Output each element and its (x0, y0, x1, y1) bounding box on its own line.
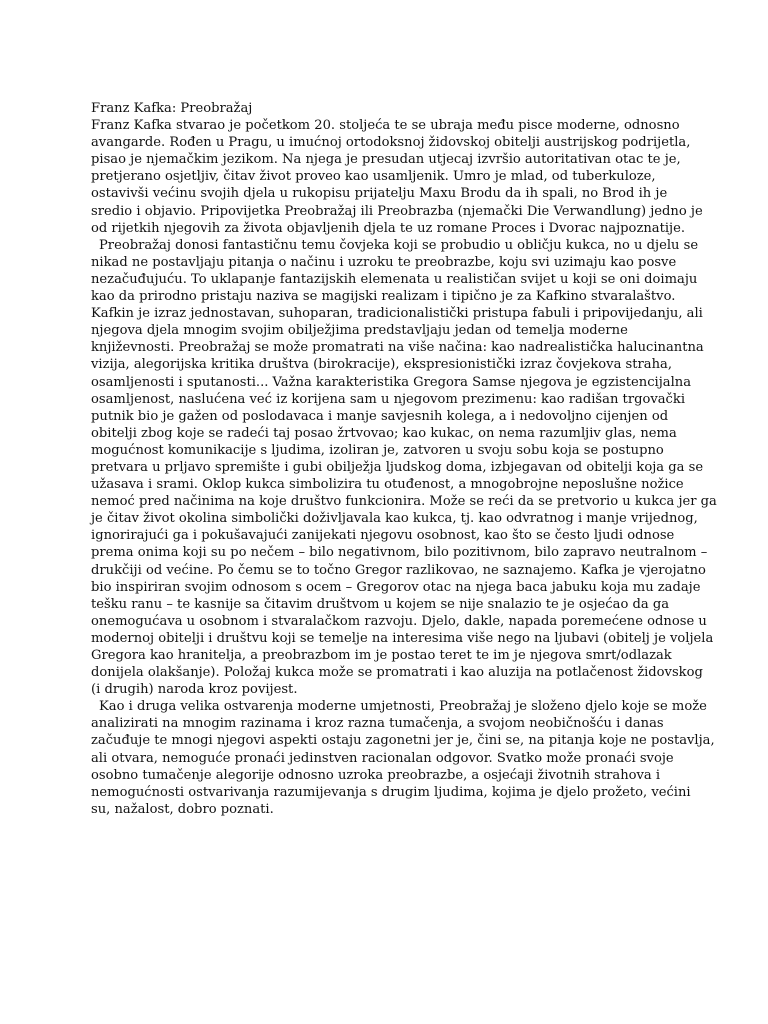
text-line: (i drugih) naroda kroz povijest. (91, 682, 298, 698)
text-line: nikad ne postavljaju pitanja o načinu i uzroku te preobrazbe, koju svi uzimaju kao posve (91, 254, 677, 270)
text-line: kao da prirodno pristaju naziva se magijski realizam i tipično je za Kafkino stvaralaštvo. (91, 289, 676, 305)
text-line: ali otvara, nemoguće pronaći jedinstven racionalan odgovor. Svatko može pronaći svoje (91, 750, 674, 766)
document-page (91, 100, 717, 818)
text-line: osamljenost, naslućena već iz korijena sam u njegovom prezimenu: kao radišan trgovački (91, 391, 686, 407)
text-line: Preobražaj donosi fantastičnu temu čovjeka koji se probudio u obličju kukca, no u djelu se (99, 237, 699, 253)
text-line: modernoj obitelji i društvu koji se temelje na interesima više nego na ljubavi (obitelj je voljela (91, 630, 714, 646)
text-line: nezačuđujuću. To uklapanje fantazijskih elemenata u realističan svijet u koji se oni doimaju (91, 271, 698, 287)
text-line: pretvara u prljavo spremište i gubi obilježja ljudskog doma, izbjegavan od obitelji koja ga se (91, 459, 704, 475)
text-line: putnik bio je gažen od poslodavaca i manje savjesnih kolega, a i nedovoljno cijenjen od (91, 408, 669, 424)
text-line: vizija, alegorijska kritika društva (birokracije), ekspresionistički izraz čovjekova straha, (91, 357, 672, 373)
text-line: njegova djela mnogim svojim obilježjima predstavljaju jedan od temelja moderne (91, 323, 628, 339)
text-line: mogućnost komunikacije s ljudima, izoliran je, zatvoren u svoju sobu koja se postupno (91, 442, 664, 458)
text-line: prema onima koji su po nečem – bilo negativnom, bilo pozitivnom, bilo zapravo neutralnom – (91, 545, 708, 561)
text-line: su, nažalost, dobro poznati. (91, 801, 274, 817)
text-line: sredio i objavio. Pripovijetka Preobražaj ili Preobrazba (njemački Die Verwandlung) jedno je (91, 203, 703, 219)
text-line: osamljenosti i sputanosti... Važna karakteristika Gregora Samse njegova je egzistencijalna (91, 374, 692, 390)
text-line: Franz Kafka stvarao je početkom 20. stoljeća te se ubraja među pisce moderne, odnosno (91, 118, 680, 134)
text-line: začuđuje te mnogi njegovi aspekti ostaju zagonetni jer je, čini se, na pitanja koje ne postavlja, (91, 733, 715, 749)
text-line: Kafkin je izraz jednostavan, suhoparan, tradicionalistički pristupa fabuli i pripovijedanju, ali (91, 306, 703, 322)
text-line: donijela olakšanje). Položaj kukca može se promatrati i kao aluzija na potlačenost židovskog (91, 665, 703, 681)
text-line: onemogućava u osobnom i stvaralačkom razvoju. Djelo, dakle, napada poremećene odnose u (91, 613, 707, 629)
text-line: osobno tumačenje alegorije odnosno uzroka preobrazbe, a osjećaji životnih strahova i (91, 767, 661, 783)
text-line: ignorirajući ga i pokušavajući zanijekati njegovu osobnost, kao što se često ljudi odnose (91, 528, 675, 544)
text-line: ostavivši većinu svojih djela u rukopisu prijatelju Maxu Brodu da ih spali, no Brod ih je (91, 186, 668, 202)
text-line: pretjerano osjetljiv, čitav život proveo kao usamljenik. Umro je mlad, od tuberkuloze, (91, 169, 656, 185)
text-line: obitelji zbog koje se radeći taj posao žrtvovao; kao kukac, on nema razumljiv glas, nema (91, 425, 677, 441)
text-line: užasava i srami. Oklop kukca simbolizira tu otuđenost, a mnogobrojne neposlušne nožice (91, 477, 684, 493)
text-line: od rijetkih njegovih za života objavljenih djela te uz romane Proces i Dvorac najpoznatije. (91, 220, 686, 236)
text-line: nemoć pred načinima na koje društvo funkcionira. Može se reći da se pretvorio u kukca jer ga (91, 494, 717, 510)
text-line: bio inspiriran svojim odnosom s ocem – Gregorov otac na njega baca jabuku koja mu zadaje (91, 579, 701, 595)
text-line: književnosti. Preobražaj se može promatrati na više načina: kao nadrealistička halucinantna (91, 340, 704, 356)
text-line: je čitav život okolina simbolički doživljavala kao kukca, tj. kao odvratnog i manje vrijednog, (91, 511, 698, 527)
text-line: drukčiji od većine. Po čemu se to točno Gregor razlikovao, ne saznajemo. Kafka je vjerojatno (91, 562, 706, 578)
text-line: Gregora kao hranitelja, a preobrazbom im je postao teret te im je njegova smrt/odlazak (91, 648, 672, 663)
text-line: nemogućnosti ostvarivanja razumijevanja s drugim ljudima, kojima je djelo prožeto, većini (91, 784, 691, 800)
text-line: Kao i druga velika ostvarenja moderne umjetnosti, Preobražaj je složeno djelo koje se može (99, 699, 707, 715)
text-line: pisao je njemačkim jezikom. Na njega je presudan utjecaj izvršio autoritativan otac te je, (91, 152, 681, 168)
text-line: analizirati na mnogim razinama i kroz razna tumačenja, a svojom neobičnošću i danas (91, 716, 664, 732)
document-title: Franz Kafka: Preobražaj (91, 101, 253, 116)
text-line: avangarde. Rođen u Pragu, u imućnoj ortodoksnoj židovskoj obitelji austrijskog podrijetla, (91, 135, 691, 151)
text-line: tešku ranu – te kasnije sa čitavim društvom u kojem se nije snalazio te je osjećao da ga (91, 596, 670, 612)
